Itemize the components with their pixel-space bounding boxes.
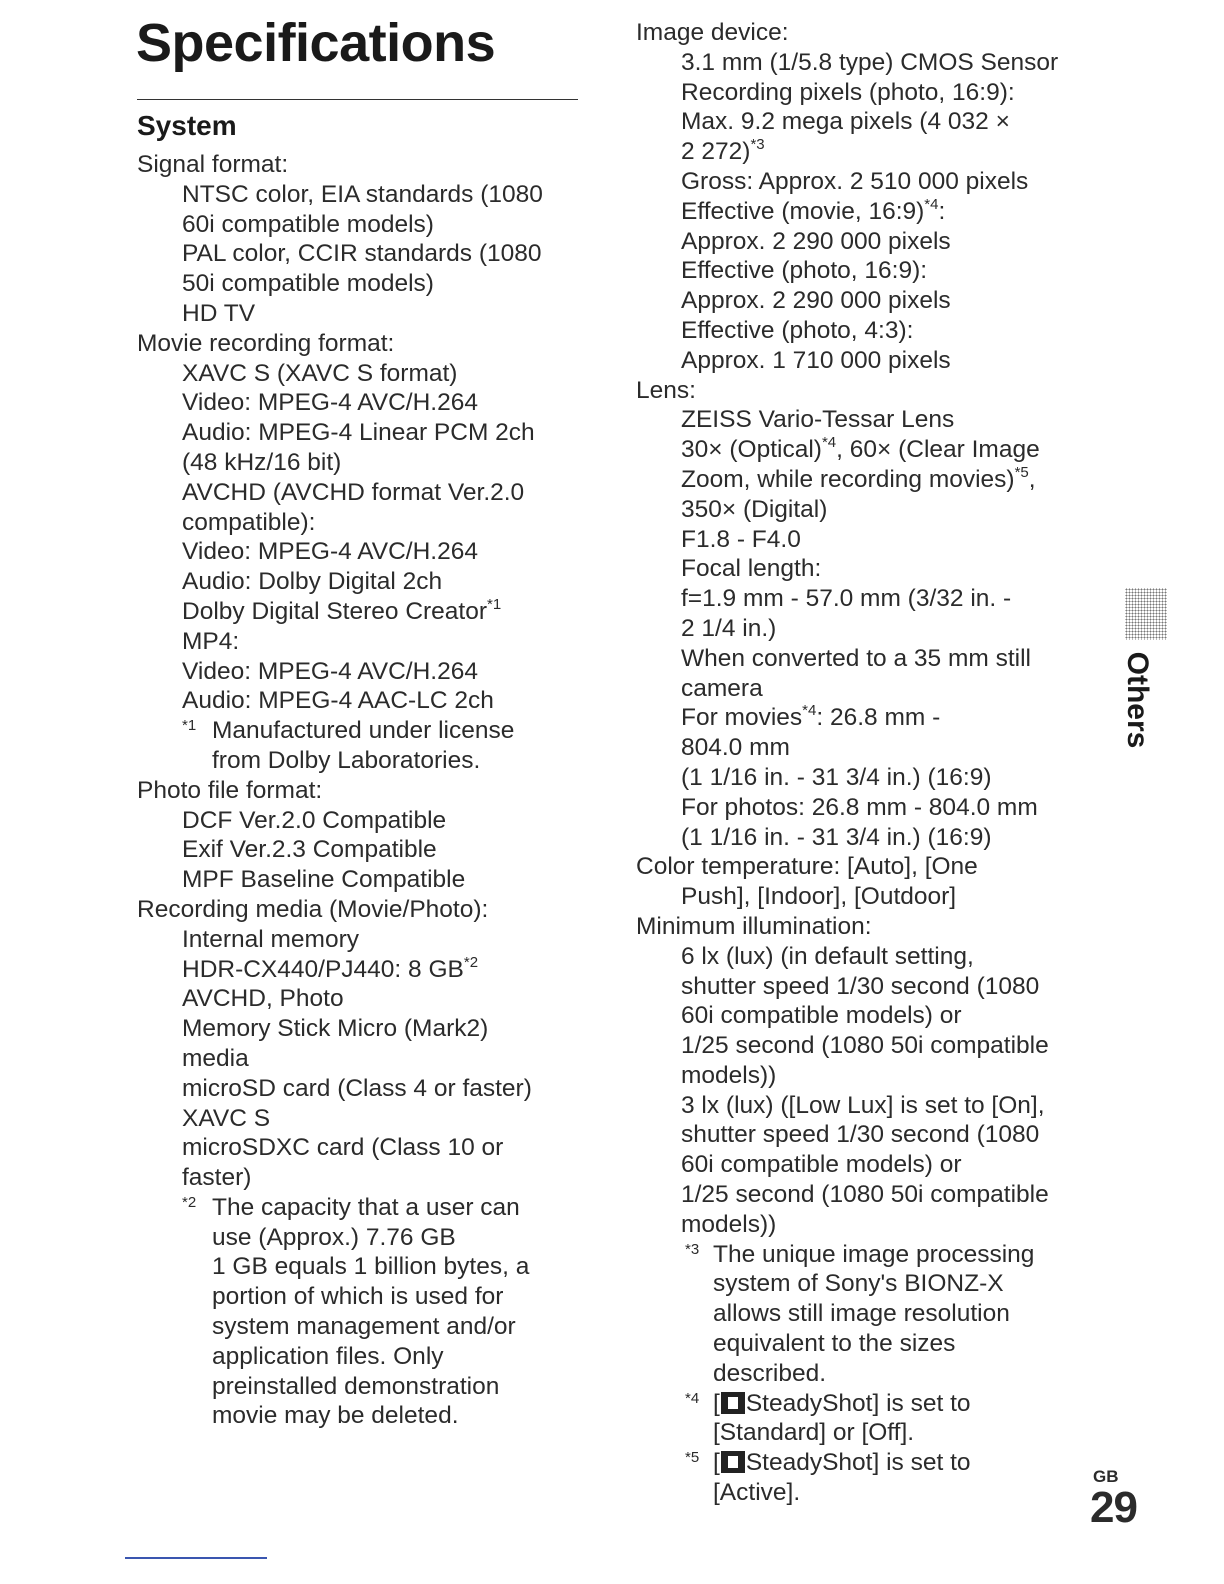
spec-line bbox=[137, 597, 543, 627]
spec-text: 1/25 second (1080 50i compatible bbox=[681, 1181, 1049, 1209]
spec-line bbox=[636, 316, 1058, 346]
spec-heading bbox=[636, 912, 1058, 942]
spec-heading bbox=[636, 852, 1058, 882]
footnote-marker: *2 bbox=[182, 1193, 197, 1211]
spec-line bbox=[636, 1091, 1058, 1121]
spec-text: faster) bbox=[182, 1164, 252, 1192]
right-column bbox=[636, 18, 1058, 1508]
spec-text: Effective (photo, 4:3): bbox=[681, 316, 914, 344]
spec-text: Push], [Indoor], [Outdoor] bbox=[681, 883, 957, 911]
title-divider bbox=[137, 99, 578, 100]
spec-line bbox=[137, 508, 543, 538]
spec-text: , bbox=[1028, 465, 1036, 493]
spec-text: Internal memory bbox=[182, 925, 360, 953]
bottom-rule bbox=[125, 1557, 267, 1559]
spec-text: F1.8 - F4.0 bbox=[681, 525, 801, 553]
spec-text: 60i compatible models) or bbox=[681, 1151, 962, 1179]
spec-text: : bbox=[938, 197, 946, 225]
footnote-line bbox=[636, 1240, 1058, 1270]
footnote-line bbox=[636, 1478, 1058, 1508]
spec-text: , 60× (Clear Image bbox=[836, 436, 1040, 464]
spec-line bbox=[636, 703, 1058, 733]
spec-line bbox=[137, 1163, 543, 1193]
spec-line bbox=[137, 239, 543, 269]
spec-line bbox=[137, 1133, 543, 1163]
left-column bbox=[137, 150, 543, 1431]
spec-heading bbox=[636, 18, 1058, 48]
spec-text: Exif Ver.2.3 Compatible bbox=[182, 836, 437, 864]
spec-line bbox=[137, 299, 543, 329]
spec-line bbox=[636, 78, 1058, 108]
spec-line bbox=[636, 167, 1058, 197]
spec-text: PAL color, CCIR standards (1080 bbox=[182, 240, 542, 268]
spec-text: SteadyShot] is set to bbox=[745, 1389, 971, 1417]
spec-line bbox=[137, 806, 543, 836]
spec-text: portion of which is used for bbox=[212, 1283, 504, 1311]
spec-text: allows still image resolution bbox=[713, 1300, 1010, 1328]
spec-text: preinstalled demonstration bbox=[212, 1372, 500, 1400]
spec-line bbox=[636, 942, 1058, 972]
spec-line bbox=[636, 107, 1058, 137]
spec-text: movie may be deleted. bbox=[212, 1402, 459, 1430]
spec-line bbox=[137, 627, 543, 657]
spec-text: Approx. 1 710 000 pixels bbox=[681, 346, 951, 374]
spec-line bbox=[137, 835, 543, 865]
spec-text: Effective (movie, 16:9) bbox=[681, 197, 925, 225]
spec-line bbox=[636, 1120, 1058, 1150]
spec-text: [Active]. bbox=[713, 1479, 801, 1507]
spec-line bbox=[636, 435, 1058, 465]
spec-text: media bbox=[182, 1044, 249, 1072]
spec-line bbox=[636, 227, 1058, 257]
spec-line bbox=[137, 448, 543, 478]
spec-text: Approx. 2 290 000 pixels bbox=[681, 287, 951, 315]
spec-line bbox=[636, 644, 1058, 674]
spec-line bbox=[137, 686, 543, 716]
spec-text: : 26.8 mm - bbox=[816, 704, 941, 732]
spec-text: Recording pixels (photo, 16:9): bbox=[681, 78, 1015, 106]
spec-text: Memory Stick Micro (Mark2) bbox=[182, 1015, 489, 1043]
spec-text: 2 272) bbox=[681, 138, 751, 166]
spec-heading bbox=[137, 329, 543, 359]
spec-text: Dolby Digital Stereo Creator bbox=[182, 597, 488, 625]
spec-line bbox=[137, 567, 543, 597]
footnote-line bbox=[636, 1299, 1058, 1329]
spec-text: shutter speed 1/30 second (1080 bbox=[681, 1121, 1040, 1149]
spec-line bbox=[137, 955, 543, 985]
spec-text: 50i compatible models) bbox=[182, 270, 434, 298]
spec-text: Photo file format: bbox=[137, 776, 323, 804]
spec-text: models)) bbox=[681, 1210, 777, 1238]
spec-text: camera bbox=[681, 674, 763, 702]
spec-line bbox=[137, 984, 543, 1014]
spec-text: 350× (Digital) bbox=[681, 495, 828, 523]
spec-line bbox=[636, 823, 1058, 853]
spec-text: Approx. 2 290 000 pixels bbox=[681, 227, 951, 255]
spec-heading bbox=[137, 895, 543, 925]
spec-text: Effective (photo, 16:9): bbox=[681, 257, 928, 285]
spec-text: (48 kHz/16 bit) bbox=[182, 448, 342, 476]
spec-text: 804.0 mm bbox=[681, 734, 790, 762]
spec-text: Video: MPEG-4 AVC/H.264 bbox=[182, 389, 478, 417]
spec-line bbox=[636, 614, 1058, 644]
side-tab-label: Others bbox=[1121, 651, 1154, 749]
spec-text: Audio: MPEG-4 Linear PCM 2ch bbox=[182, 419, 535, 447]
spec-line bbox=[636, 525, 1058, 555]
spec-line bbox=[636, 405, 1058, 435]
spec-line bbox=[636, 465, 1058, 495]
spec-text: 60i compatible models) bbox=[182, 210, 434, 238]
spec-line bbox=[636, 1001, 1058, 1031]
spec-text: HDR-CX440/PJ440: 8 GB bbox=[182, 955, 464, 983]
footnote-ref: *2 bbox=[463, 953, 479, 971]
footnote-line bbox=[137, 1312, 543, 1342]
footnote-line bbox=[636, 1448, 1058, 1478]
spec-heading bbox=[137, 150, 543, 180]
spec-text: HD TV bbox=[182, 299, 256, 327]
spec-line bbox=[137, 537, 543, 567]
spec-text: Lens: bbox=[636, 376, 696, 404]
spec-line bbox=[636, 733, 1058, 763]
spec-text: system management and/or bbox=[212, 1313, 516, 1341]
footnote-line bbox=[636, 1359, 1058, 1389]
section-heading: System bbox=[137, 110, 237, 141]
footnote-line bbox=[636, 1269, 1058, 1299]
spec-text: Audio: MPEG-4 AAC-LC 2ch bbox=[182, 687, 494, 715]
footnote-ref: *3 bbox=[750, 136, 765, 154]
spec-text: ZEISS Vario-Tessar Lens bbox=[681, 406, 955, 434]
spec-text: MPF Baseline Compatible bbox=[182, 866, 466, 894]
spec-line bbox=[137, 1074, 543, 1104]
spec-line bbox=[636, 256, 1058, 286]
spec-line bbox=[137, 210, 543, 240]
spec-text: described. bbox=[713, 1359, 827, 1387]
spec-text: XAVC S (XAVC S format) bbox=[182, 359, 458, 387]
spec-line bbox=[636, 48, 1058, 78]
spec-line bbox=[636, 137, 1058, 167]
spec-text: MP4: bbox=[182, 627, 240, 655]
footnote-ref: *5 bbox=[1014, 463, 1029, 481]
spec-text: from Dolby Laboratories. bbox=[212, 746, 481, 774]
footnote-line bbox=[137, 1401, 543, 1431]
spec-text: The capacity that a user can bbox=[212, 1193, 520, 1221]
spec-line bbox=[636, 972, 1058, 1002]
spec-text: Audio: Dolby Digital 2ch bbox=[182, 568, 443, 596]
footnote-line bbox=[137, 1342, 543, 1372]
spec-text: Image device: bbox=[636, 19, 789, 46]
spec-text: 3 lx (lux) ([Low Lux] is set to [On], bbox=[681, 1091, 1045, 1119]
spec-text: Video: MPEG-4 AVC/H.264 bbox=[182, 657, 478, 685]
spec-line bbox=[636, 1061, 1058, 1091]
spec-text: Focal length: bbox=[681, 555, 822, 583]
footnote-line bbox=[137, 746, 543, 776]
footnote-ref: *4 bbox=[924, 195, 939, 213]
footnote-line bbox=[137, 1372, 543, 1402]
spec-text: microSD card (Class 4 or faster) bbox=[182, 1074, 532, 1102]
spec-line bbox=[137, 269, 543, 299]
spec-text: [Standard] or [Off]. bbox=[713, 1419, 915, 1447]
footnote-marker: *5 bbox=[685, 1449, 700, 1467]
footnote-line bbox=[137, 1193, 543, 1223]
spec-text: application files. Only bbox=[212, 1342, 444, 1370]
spec-line bbox=[137, 359, 543, 389]
spec-text: 6 lx (lux) (in default setting, bbox=[681, 942, 974, 970]
spec-text: AVCHD, Photo bbox=[182, 985, 344, 1013]
spec-text: Recording media (Movie/Photo): bbox=[137, 895, 489, 923]
spec-text: 60i compatible models) or bbox=[681, 1002, 962, 1030]
spec-text: microSDXC card (Class 10 or bbox=[182, 1134, 504, 1162]
spec-text: AVCHD (AVCHD format Ver.2.0 bbox=[182, 478, 525, 506]
spec-text: When converted to a 35 mm still bbox=[681, 644, 1031, 672]
spec-text: For photos: 26.8 mm - 804.0 mm bbox=[681, 793, 1038, 821]
spec-line bbox=[636, 346, 1058, 376]
spec-line bbox=[137, 925, 543, 955]
spec-line bbox=[636, 495, 1058, 525]
spec-line bbox=[137, 478, 543, 508]
footnote-line bbox=[137, 1282, 543, 1312]
spec-line bbox=[636, 674, 1058, 704]
spec-line bbox=[137, 388, 543, 418]
footnote-line bbox=[636, 1329, 1058, 1359]
spec-line bbox=[636, 554, 1058, 584]
spec-line bbox=[636, 1150, 1058, 1180]
footnote-marker: *3 bbox=[685, 1240, 700, 1258]
footnote-ref: *1 bbox=[487, 595, 502, 613]
footnote-line bbox=[137, 1252, 543, 1282]
spec-text: XAVC S bbox=[182, 1104, 271, 1132]
spec-text: system of Sony's BIONZ-X bbox=[713, 1270, 1004, 1298]
spec-line bbox=[137, 1014, 543, 1044]
spec-text: The unique image processing bbox=[713, 1240, 1035, 1268]
spec-text: Movie recording format: bbox=[137, 329, 395, 357]
spec-text: DCF Ver.2.0 Compatible bbox=[182, 806, 447, 834]
spec-text: Color temperature: [Auto], [One bbox=[636, 853, 978, 881]
spec-line bbox=[137, 657, 543, 687]
spec-line bbox=[137, 418, 543, 448]
spec-text: [ bbox=[713, 1389, 720, 1417]
footnote-line bbox=[636, 1418, 1058, 1448]
spec-text: NTSC color, EIA standards (1080 bbox=[182, 180, 543, 208]
footnote-line bbox=[137, 716, 543, 746]
spec-text: (1 1/16 in. - 31 3/4 in.) (16:9) bbox=[681, 823, 992, 851]
spec-heading bbox=[137, 776, 543, 806]
spec-text: 2 1/4 in.) bbox=[681, 614, 777, 642]
spec-text: Manufactured under license bbox=[212, 717, 515, 745]
spec-text: Minimum illumination: bbox=[636, 912, 872, 940]
spec-text: [ bbox=[713, 1449, 720, 1477]
spec-line bbox=[636, 1031, 1058, 1061]
spec-line bbox=[636, 286, 1058, 316]
footnote-marker: *1 bbox=[182, 717, 197, 735]
spec-line bbox=[636, 1180, 1058, 1210]
spec-line bbox=[137, 865, 543, 895]
spec-text: Gross: Approx. 2 510 000 pixels bbox=[681, 167, 1029, 195]
footnote-ref: *4 bbox=[821, 434, 837, 452]
spec-line bbox=[137, 1104, 543, 1134]
spec-text: Zoom, while recording movies) bbox=[681, 465, 1015, 493]
spec-text: equivalent to the sizes bbox=[713, 1330, 956, 1358]
spec-text: 3.1 mm (1/5.8 type) CMOS Sensor bbox=[681, 48, 1059, 76]
spec-text: SteadyShot] is set to bbox=[745, 1449, 971, 1477]
footnote-line bbox=[137, 1223, 543, 1253]
spec-text: Video: MPEG-4 AVC/H.264 bbox=[182, 538, 478, 566]
film-steadyshot-icon bbox=[721, 1451, 745, 1473]
spec-text: Max. 9.2 mega pixels (4 032 × bbox=[681, 108, 1010, 136]
spec-text: models)) bbox=[681, 1061, 777, 1089]
side-tab-pattern bbox=[1125, 588, 1167, 640]
spec-text: use (Approx.) 7.76 GB bbox=[212, 1223, 456, 1251]
spec-line bbox=[636, 793, 1058, 823]
spec-text: Signal format: bbox=[137, 151, 289, 178]
spec-line bbox=[636, 882, 1058, 912]
page-number: 29 bbox=[1090, 1483, 1137, 1532]
spec-line bbox=[137, 1044, 543, 1074]
spec-text: For movies bbox=[681, 704, 803, 732]
page-title: Specifications bbox=[136, 13, 496, 73]
spec-text: 30× (Optical) bbox=[681, 436, 822, 464]
spec-line bbox=[636, 763, 1058, 793]
spec-text: f=1.9 mm - 57.0 mm (3/32 in. - bbox=[681, 585, 1012, 613]
spec-text: (1 1/16 in. - 31 3/4 in.) (16:9) bbox=[681, 763, 992, 791]
footnote-marker: *4 bbox=[685, 1389, 700, 1407]
film-steadyshot-icon bbox=[721, 1392, 745, 1414]
spec-line bbox=[636, 584, 1058, 614]
region-code: GB bbox=[1093, 1467, 1119, 1486]
footnote-line bbox=[636, 1389, 1058, 1419]
spec-line bbox=[636, 197, 1058, 227]
spec-text: shutter speed 1/30 second (1080 bbox=[681, 972, 1040, 1000]
spec-heading bbox=[636, 376, 1058, 406]
spec-text: 1 GB equals 1 billion bytes, a bbox=[212, 1253, 530, 1281]
spec-line bbox=[636, 1210, 1058, 1240]
footnote-ref: *4 bbox=[802, 702, 817, 720]
spec-line bbox=[137, 180, 543, 210]
spec-text: compatible): bbox=[182, 508, 316, 536]
spec-text: 1/25 second (1080 50i compatible bbox=[681, 1032, 1049, 1060]
